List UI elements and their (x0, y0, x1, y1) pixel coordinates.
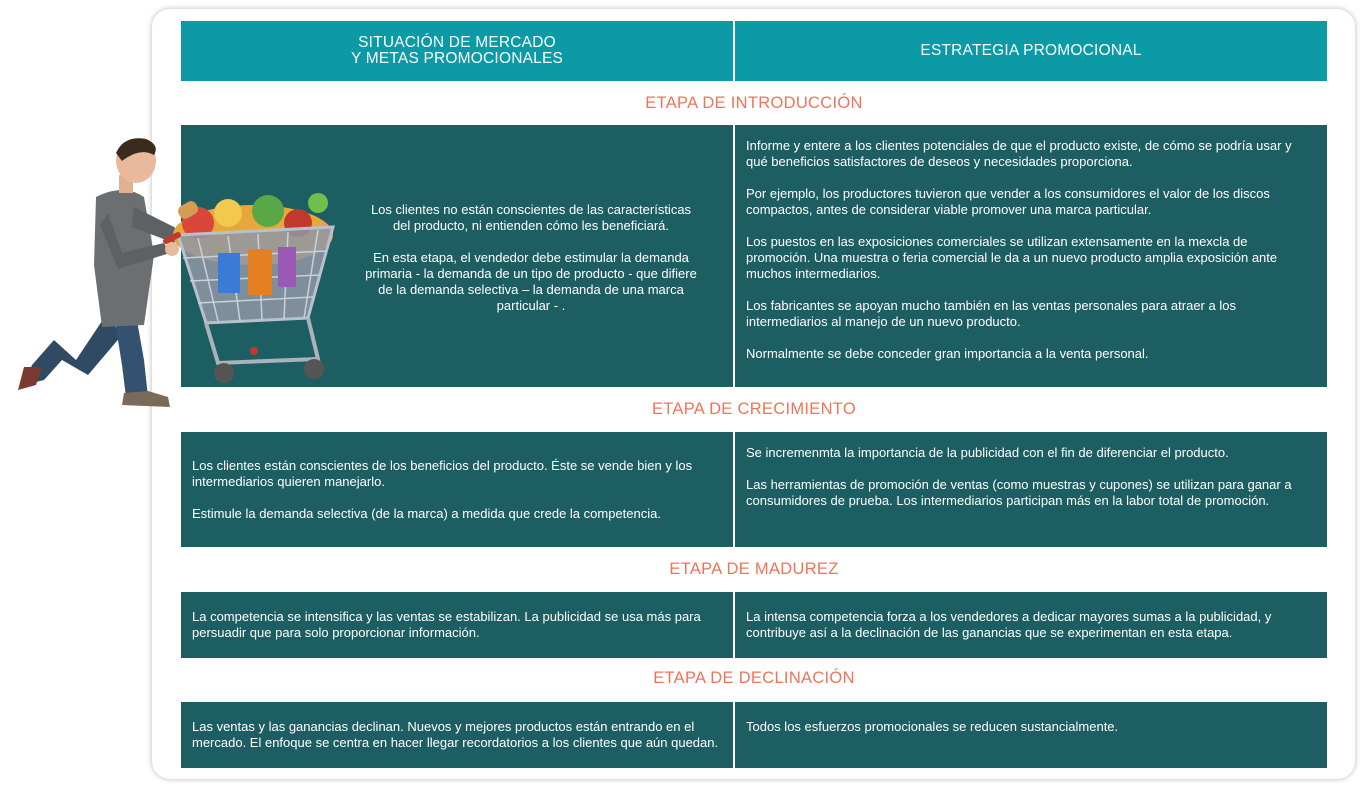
growth-left-p1: Los clientes están conscientes de los beneficios del producto. Éste se vende bien y los intermediarios quieren manejarlo. (192, 457, 693, 489)
shopping-cart-icon (158, 183, 348, 389)
intro-right-p2: Por ejemplo, los productores tuvieron que vender a los consumidores el valor de los discos compactos, antes de considerar viable promover una marca particular. (746, 186, 1270, 217)
maturity-right-cell (735, 592, 1327, 658)
intro-left-p2-line2: primaria - la demanda de un tipo de producto - que difiere (365, 266, 697, 281)
header-left-line1: SITUACIÓN DE MERCADO (358, 34, 556, 51)
header-market-situation (181, 21, 733, 81)
growth-right-cell (735, 432, 1327, 547)
growth-right-p1: Se incremenmta la importancia de la publicidad con el fin de diferenciar el producto. (746, 445, 1229, 460)
growth-left-p2: Estimule la demanda selectiva (de la marca) a medida que crede la competencia. (192, 505, 661, 521)
intro-right-cell (735, 125, 1327, 387)
maturity-left-p1: La competencia se intensifica y las ventas se estabilizan. La publicidad se usa más para persuadir que para solo proporcionar información. (192, 609, 701, 640)
maturity-right-p1: La intensa competencia forza a los vendedores a dedicar mayores sumas a la publicidad, y contribuye así a la declinación de las ganancias que se experimentan en esta etapa. (746, 609, 1272, 640)
growth-left-cell (181, 432, 733, 547)
intro-right-p4: Los fabricantes se apoyan mucho también en las ventas personales para atraer a los intermediarios al manejo de un nuevo producto. (746, 298, 1236, 329)
maturity-left-cell (181, 592, 733, 658)
intro-right-p3: Los puestos en las exposiciones comerciales se utilizan extensamente en la mexcla de promoción. Una muestra o feria comercial le da a un nuevo producto amplia exposición ante muchos intermediarios. (746, 234, 1278, 281)
decline-right-p1: Todos los esfuerzos promocionales se reducen sustancialmente. (746, 719, 1119, 734)
intro-left-text (331, 202, 731, 314)
intro-left-p2-line3: de la demanda selectiva – la demanda de una marca (378, 282, 684, 297)
decline-left-cell (181, 702, 733, 768)
decline-left-p1: Las ventas y las ganancias declinan. Nuevos y mejores productos están entrando en el mercado. El enfoque se centra en hacer llegar recordatorios a los clientes que aún quedan. (192, 719, 719, 750)
intro-right-p5: Normalmente se debe conceder gran importancia a la venta personal. (746, 346, 1149, 361)
intro-left-p2-line4: particular - . (496, 298, 566, 313)
stage-title-growth: ETAPA DE CRECIMIENTO (651, 400, 857, 418)
stage-title-decline: ETAPA DE DECLINACIÓN (653, 669, 855, 687)
header-left-line2: Y METAS PROMOCIONALES (350, 50, 564, 67)
growth-right-p2: Las herramientas de promoción de ventas (como muestras y cupones) se utilizan para ganar a consumidores de prueba. Los intermediarios participan más en la labor total de promoción. (746, 477, 1292, 508)
stage-title-maturity: ETAPA DE MADUREZ (669, 560, 839, 578)
header-right-title: ESTRATEGIA PROMOCIONAL (920, 42, 1142, 59)
intro-right-p1: Informe y entere a los clientes potenciales de que el producto existe, de cómo se podría usar y qué beneficios satisfactores de deseos y necesidades proporciona. (746, 138, 1292, 169)
header-promotional-strategy (735, 21, 1327, 81)
decline-right-cell (735, 702, 1327, 768)
stage-title-introduction: ETAPA DE INTRODUCCIÓN (645, 94, 863, 112)
intro-left-p1-line2: del producto, ni entienden cómo les beneficiará. (392, 218, 670, 233)
intro-left-p1-line1: Los clientes no están conscientes de las características (370, 202, 692, 217)
intro-left-p2-line1: En esta etapa, el vendedor debe estimular la demanda (373, 250, 689, 265)
